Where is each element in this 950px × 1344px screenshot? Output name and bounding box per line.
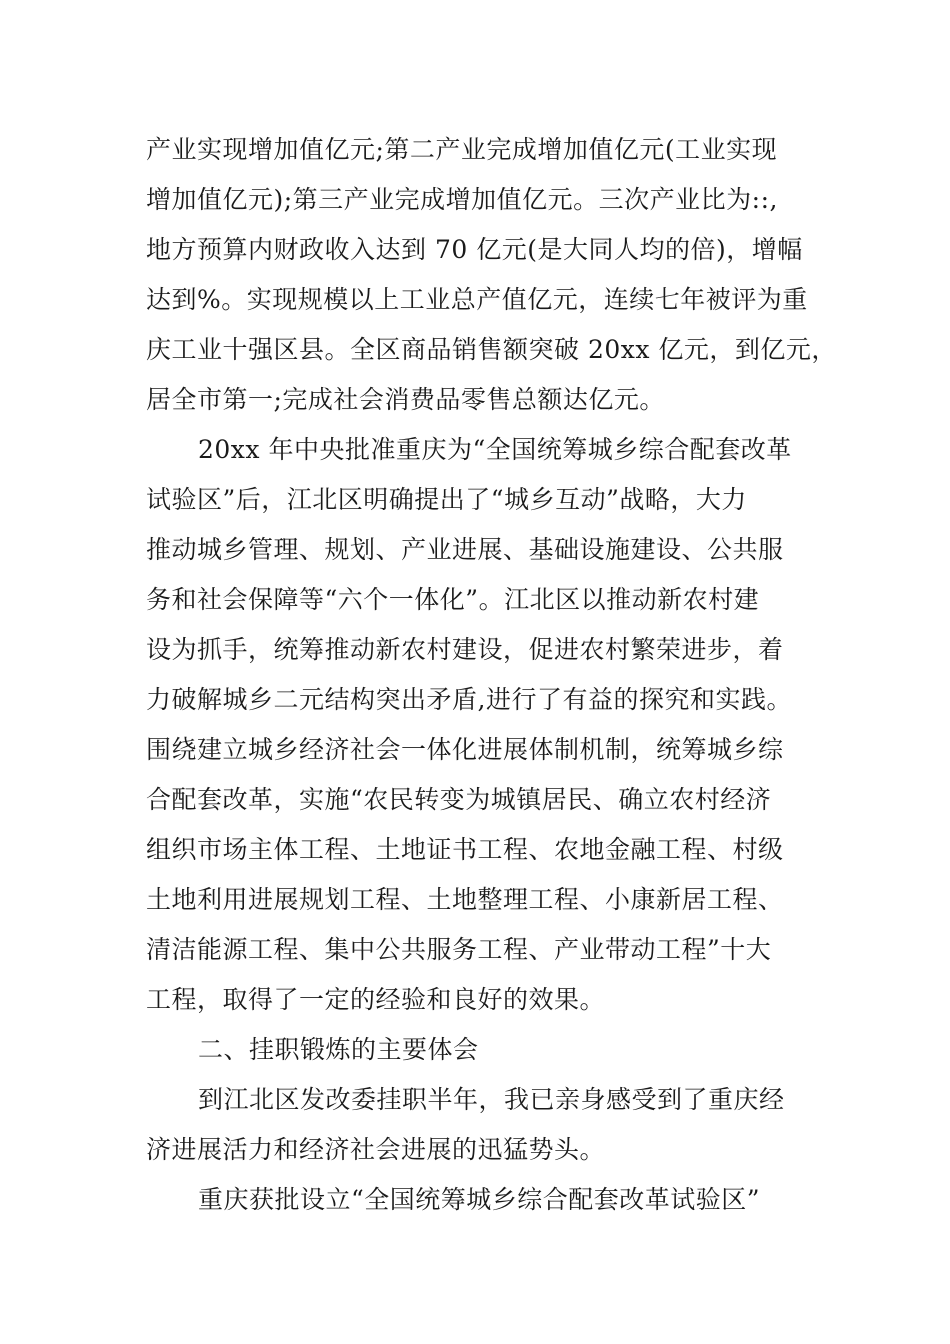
section-heading: 二、挂职锻炼的主要体会 [198,1035,479,1064]
text-line: 增加值亿元);第三产业完成增加值亿元。三次产业比为::, [146,185,778,214]
text-line: 产业实现增加值亿元;第二产业完成增加值亿元(工业实现 [146,135,778,164]
text-line: 清洁能源工程、集中公共服务工程、产业带动工程”十大 [146,935,772,964]
text-line: 庆工业十强区县。全区商品销售额突破 20xx 亿元，到亿元， [146,335,837,364]
text-line: 组织市场主体工程、土地证书工程、农地金融工程、村级 [146,835,784,864]
text-line: 工程，取得了一定的经验和良好的效果。 [146,985,606,1014]
paragraph-start-line: 重庆获批设立“全国统筹城乡综合配套改革试验区” [198,1185,761,1214]
text-line: 济进展活力和经济社会进展的迅猛势头。 [146,1135,606,1164]
text-line: 地方预算内财政收入达到 70 亿元(是大同人均的倍)，增幅 [146,235,803,264]
paragraph-start-line: 20xx 年中央批准重庆为“全国统筹城乡综合配套改革 [198,435,792,464]
text-line: 达到%。实现规模以上工业总产值亿元，连续七年被评为重 [146,285,808,314]
paragraph-start-line: 到江北区发改委挂职半年，我已亲身感受到了重庆经 [198,1085,785,1114]
text-line: 土地利用进展规划工程、土地整理工程、小康新居工程、 [146,885,784,914]
text-line: 合配套改革，实施“农民转变为城镇居民、确立农村经济 [146,785,772,814]
text-line: 设为抓手，统筹推动新农村建设，促进农村繁荣进步，着 [146,635,784,664]
text-line: 推动城乡管理、规划、产业进展、基础设施建设、公共服 [146,535,784,564]
text-line: 居全市第一;完成社会消费品零售总额达亿元。 [146,385,665,414]
text-line: 试验区”后，江北区明确提出了“城乡互动”战略，大力 [146,485,747,514]
text-line: 围绕建立城乡经济社会一体化进展体制机制，统筹城乡综 [146,735,784,764]
text-line: 务和社会保障等“六个一体化”。江北区以推动新农村建 [146,585,760,614]
text-line: 力破解城乡二元结构突出矛盾,进行了有益的探究和实践。 [146,685,792,714]
